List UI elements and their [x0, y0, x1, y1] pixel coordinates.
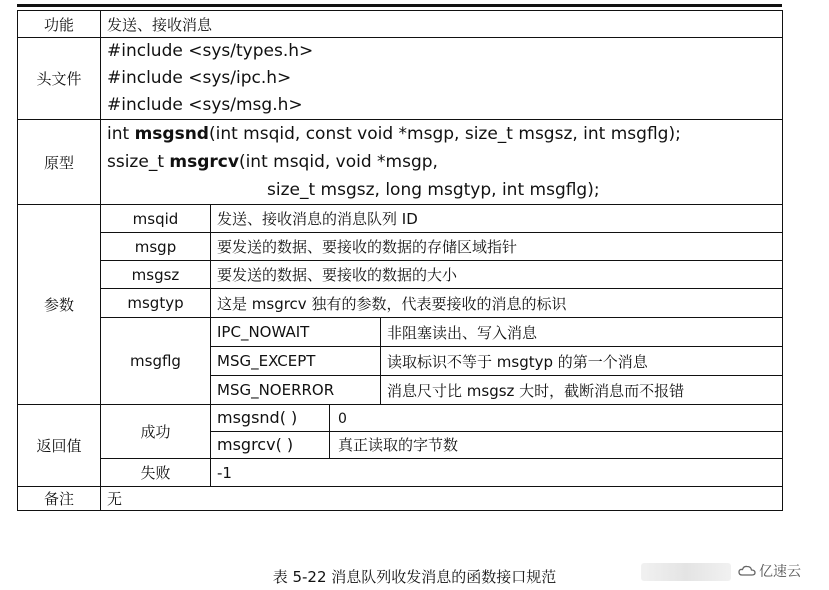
param-desc: 这是 msgrcv 独有的参数，代表要接收的消息的标识: [211, 289, 783, 318]
proto-function-name: msgsnd: [134, 124, 209, 144]
header-row: [18, 38, 783, 120]
flag-name: IPC_NOWAIT: [211, 318, 381, 347]
prototype-code: [101, 120, 783, 205]
param-desc: 要发送的数据、要接收的数据的大小: [211, 261, 783, 289]
success-msgsnd-cell: [211, 405, 783, 432]
msgflg-name: msgflg: [101, 318, 211, 405]
param-row: [18, 289, 783, 318]
flag-desc: 非阻塞读出、写入消息: [381, 318, 783, 347]
prototype-line-msgsnd: [107, 120, 776, 148]
proto-args: (int msqid, void *msgp,: [238, 152, 438, 172]
return-success-row: [18, 405, 783, 432]
param-row: [18, 233, 783, 261]
return-fail-row: [18, 459, 783, 487]
return-fn-name: msgrcv( ): [211, 432, 330, 458]
return-label: 返回值: [18, 405, 101, 487]
flag-desc: 读取标识不等于 msgtyp 的第一个消息: [381, 347, 783, 376]
function-label: 功能: [18, 11, 101, 38]
param-desc: 发送、接收消息的消息队列 ID: [211, 205, 783, 233]
param-desc: 要发送的数据、要接收的数据的存储区域指针: [211, 233, 783, 261]
header-includes: [101, 38, 783, 120]
flag-desc: 消息尺寸比 msgsz 大时，截断消息而不报错: [381, 376, 783, 405]
include-line: #include <sys/ipc.h>: [107, 68, 292, 88]
function-row: [18, 11, 783, 38]
prototype-label: 原型: [18, 120, 101, 205]
fail-value: -1: [211, 459, 783, 487]
return-fn-name: msgsnd( ): [211, 405, 330, 431]
flag-name: MSG_NOERROR: [211, 376, 381, 405]
flag-name: MSG_EXCEPT: [211, 347, 381, 376]
prototype-row: [18, 120, 783, 205]
params-label: 参数: [18, 205, 101, 405]
param-row: [18, 205, 783, 233]
proto-args: (int msqid, const void *msgp, size_t msgsz, int msgflg);: [208, 124, 681, 144]
fail-label: 失败: [101, 459, 211, 487]
success-label: 成功: [101, 405, 211, 459]
flag-row: [18, 318, 783, 347]
include-line: #include <sys/msg.h>: [107, 95, 303, 115]
proto-function-name: msgrcv: [169, 152, 239, 172]
param-name: msqid: [101, 205, 211, 233]
cloud-logo-icon: [738, 565, 756, 577]
param-name: msgsz: [101, 261, 211, 289]
function-spec-table: [17, 10, 783, 511]
return-fn-value: 0: [338, 411, 347, 427]
blurred-region: [641, 563, 731, 581]
note-label: 备注: [18, 487, 101, 511]
param-name: msgtyp: [101, 289, 211, 318]
prototype-line-continuation: size_t msgsz, long msgtyp, int msgflg);: [267, 180, 600, 200]
watermark-text: 亿速云: [759, 564, 801, 580]
proto-return-type: int: [107, 124, 135, 144]
table-caption: 表 5-22 消息队列收发消息的函数接口规范: [272, 568, 557, 586]
return-fn-value: 真正读取的字节数: [338, 436, 459, 454]
param-name: msgp: [101, 233, 211, 261]
header-label: 头文件: [18, 38, 101, 120]
function-value: 发送、接收消息: [101, 11, 783, 38]
watermark: [738, 561, 801, 581]
success-msgrcv-cell: [211, 432, 783, 459]
include-line: #include <sys/types.h>: [107, 41, 314, 61]
proto-return-type: ssize_t: [107, 152, 170, 172]
param-row: [18, 261, 783, 289]
spec-document: [17, 4, 782, 511]
note-row: [18, 487, 783, 511]
top-rule: [17, 4, 782, 7]
note-value: 无: [101, 487, 783, 511]
prototype-line-msgrcv: [107, 148, 776, 176]
